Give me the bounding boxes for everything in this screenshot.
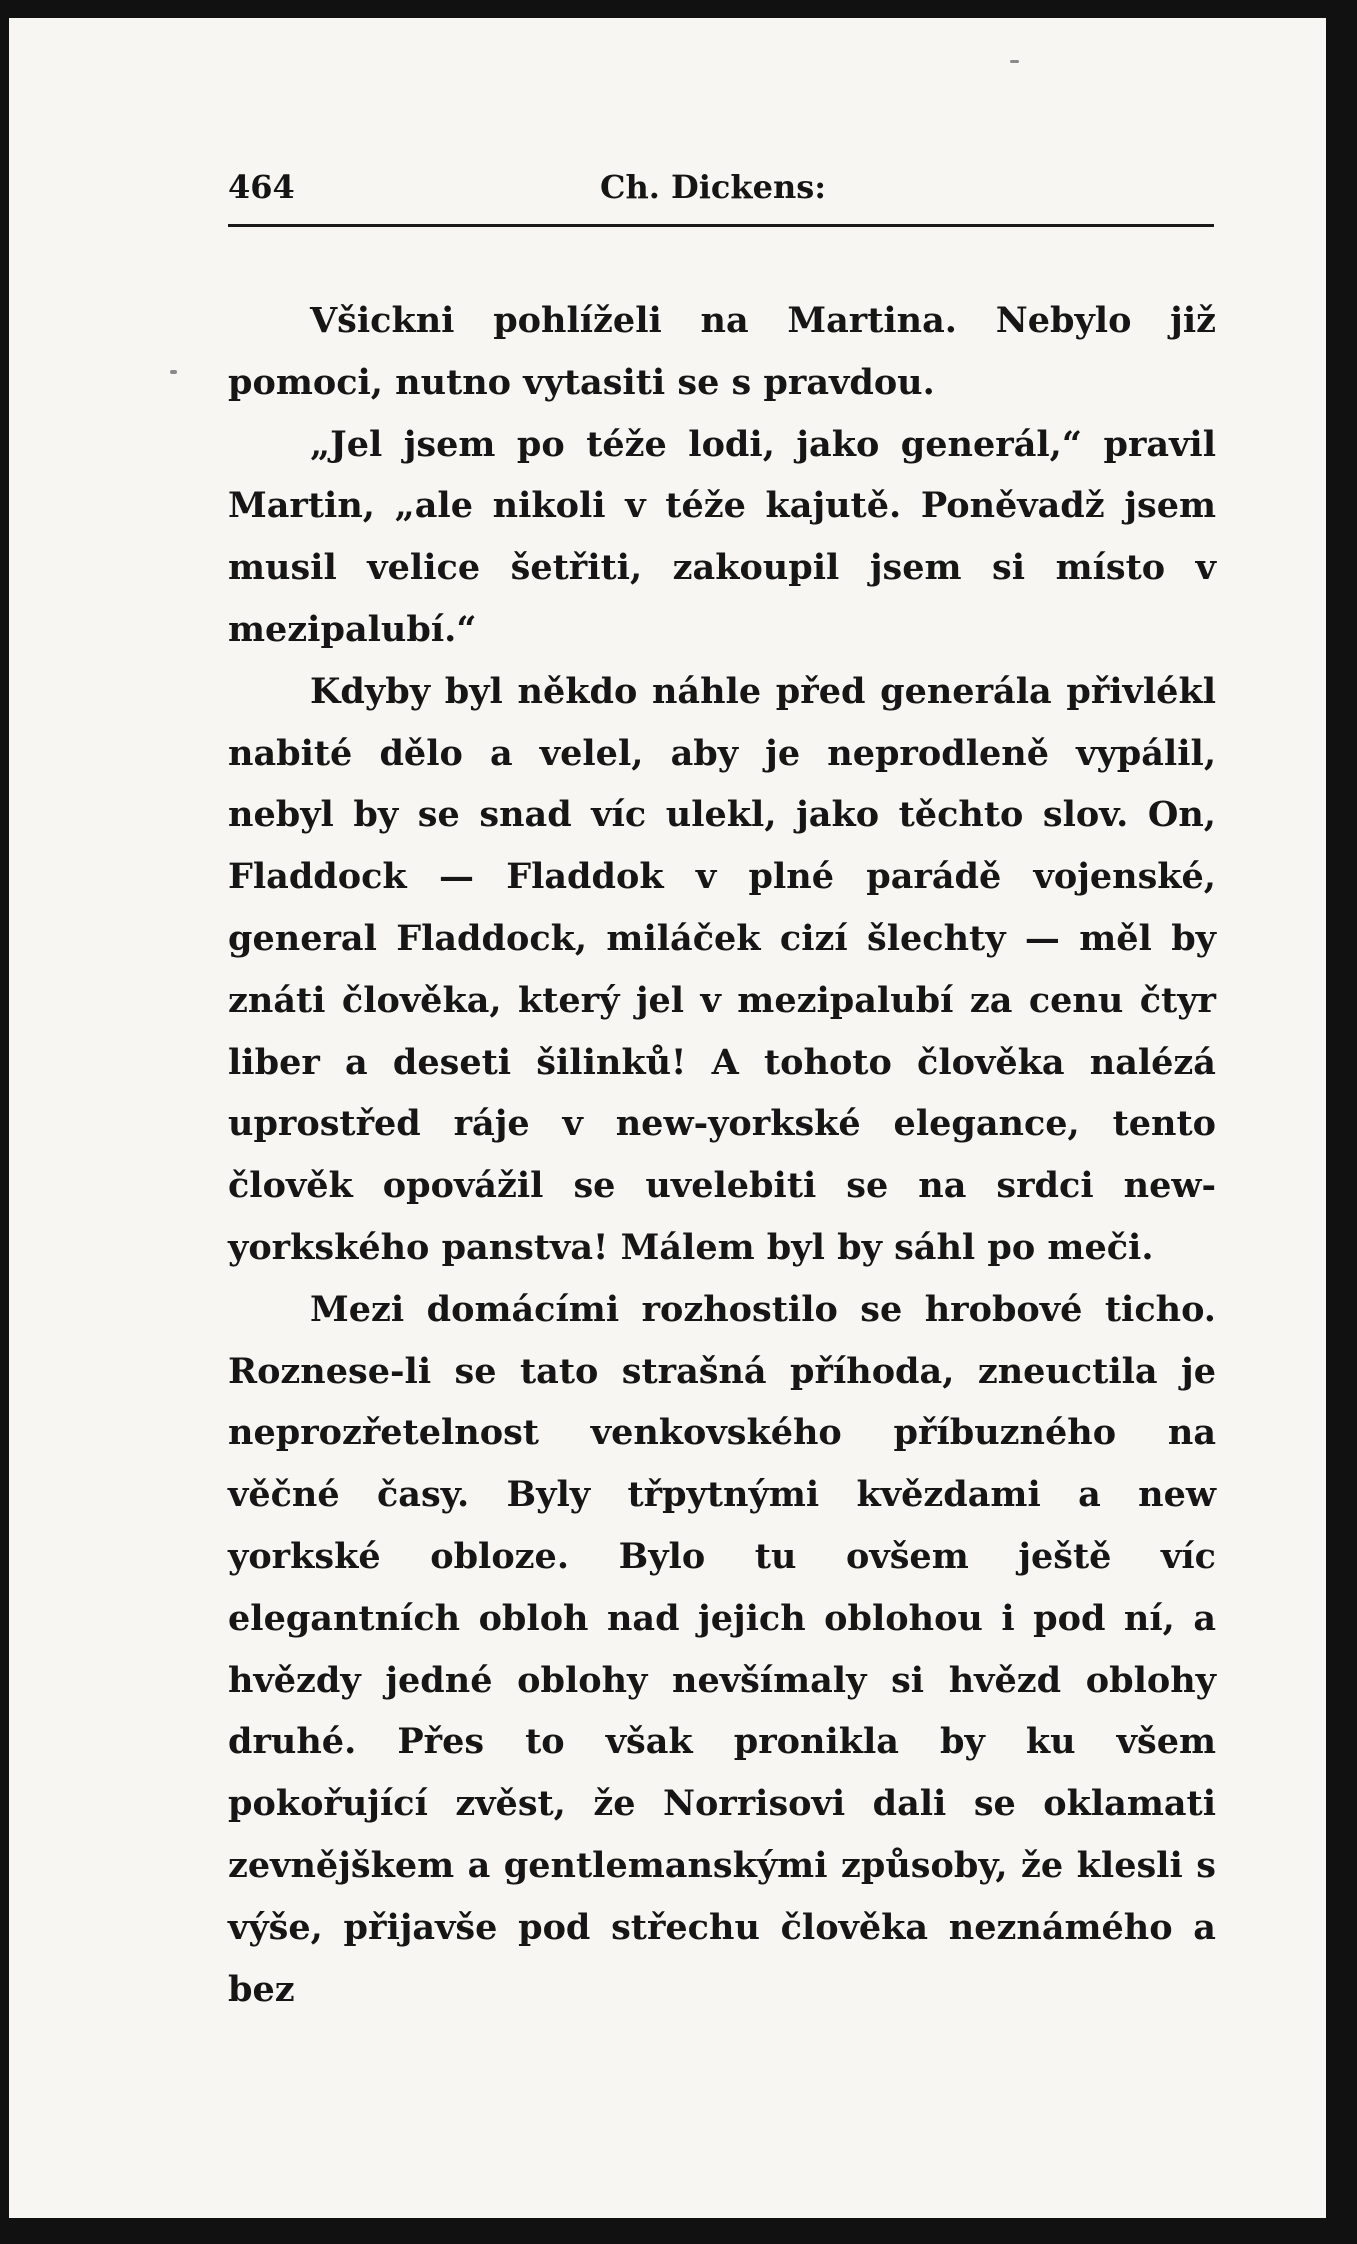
scan-speck <box>1010 60 1019 63</box>
header-rule <box>228 224 1214 227</box>
running-head: Ch. Dickens: <box>600 168 827 206</box>
paragraph: Mezi domácími rozhostilo se hrobové ticho. Roznese-li se tato strašná příhoda, zneuctila je neprozřetelnost venkovského příbuzného na věčné časy. Byly třpytnými kvězdami a new yorkské obloze. Bylo tu ovšem ještě víc elegantních obloh nad jejich oblohou i pod ní, a hvězdy jedné oblohy nevšímaly si hvězd oblohy druhé. Přes to však pronikla by ku všem pokořující zvěst, že Norrisovi dali se oklamati zevnějškem a gentlemanskými způsoby, že klesli s výše, přijavše pod střechu člověka neznámého a bez <box>228 1288 1216 2010</box>
paragraph: Kdyby byl někdo náhle před generála přivlékl nabité dělo a velel, aby je neprodleně vypálil, nebyl by se snad víc ulekl, jako těchto slov. On, Fladdock — Fladdok v plné parádě vojenské, general Fladdock, miláček cizí šlechty — měl by znáti člověka, který jel v mezipalubí za cenu čtyr liber a deseti šilinků! A tohoto člověka nalézá uprostřed ráje v new-yorkské elegance, tento člověk opovážil se uvelebiti se na srdci new-yorkského panstva! Málem byl by sáhl po meči. <box>228 670 1216 1268</box>
body-text <box>228 290 1216 2020</box>
paragraph: „Jel jsem po téže lodi, jako generál,“ pravil Martin, „ale nikoli v téže kajutě. Poněvadž jsem musil velice šetřiti, zakoupil jsem si místo v mezipalubí.“ <box>228 423 1216 650</box>
page-number: 464 <box>228 168 295 206</box>
scan-speck <box>170 370 177 374</box>
page-header <box>228 168 1216 212</box>
paragraph: Všickni pohlíželi na Martina. Nebylo již pomoci, nutno vytasiti se s pravdou. <box>228 300 1216 403</box>
